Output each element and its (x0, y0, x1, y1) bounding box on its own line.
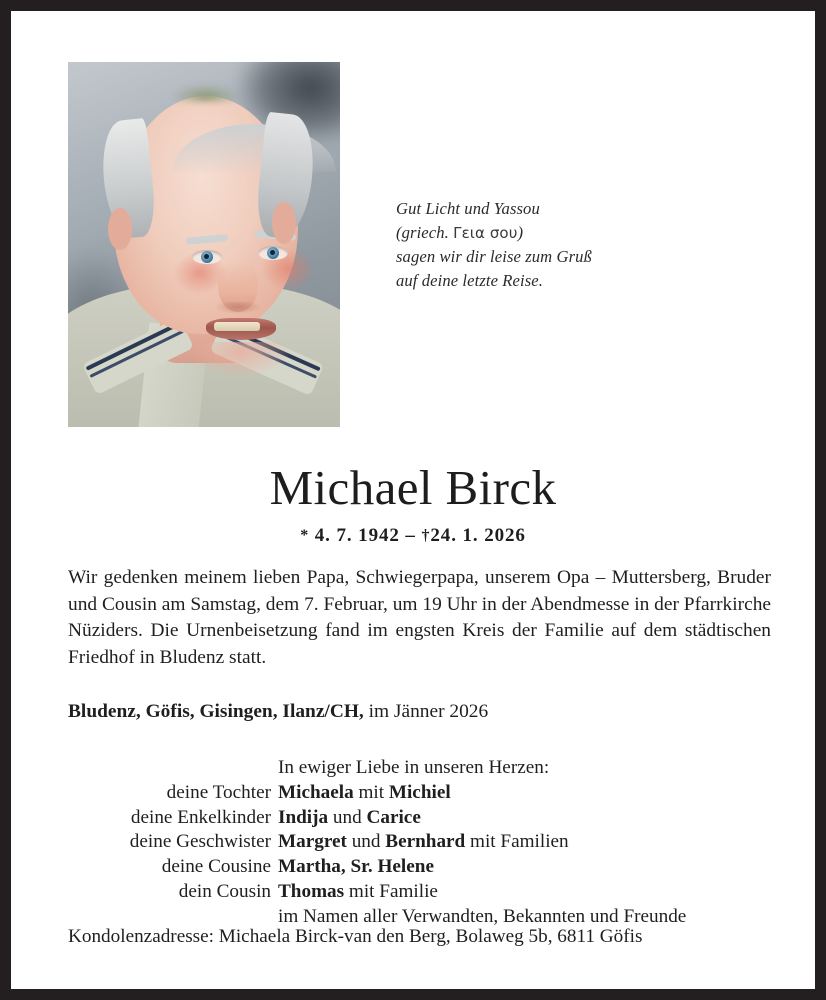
family-names (278, 806, 771, 831)
family-names (278, 880, 771, 905)
life-dates (11, 523, 815, 549)
family-name-secondary: Bernhard (385, 831, 466, 853)
ear-left (108, 208, 132, 250)
condolence-address: Kondolenzadresse: Michaela Birck-van den Berg, Bolaweg 5b, 6811 Göfis (68, 926, 643, 947)
birth-symbol: * (300, 527, 310, 544)
deceased-name: Michael Birck (269, 460, 557, 515)
places-date: im Jänner 2026 (363, 701, 489, 722)
places-line (68, 699, 488, 725)
iris-left (201, 251, 213, 263)
teeth (214, 322, 260, 331)
family-name-primary: Martha, Sr. Helene (278, 856, 434, 878)
family-name-conjunction: und (328, 806, 367, 828)
verse-line-3: sagen wir dir leise zum Gruß (396, 247, 592, 267)
death-date: 24. 1. 2026 (430, 525, 526, 546)
family-relation: deine Tochter (166, 781, 271, 803)
family-heading: In ewiger Liebe in unseren Herzen: (278, 757, 550, 778)
family-name-conjunction: mit (353, 781, 389, 803)
family-row (11, 781, 771, 806)
hair-wisp (172, 84, 240, 102)
family-footer: im Namen aller Verwandten, Bekannten und Freunde (278, 905, 687, 927)
portrait-photo (68, 62, 340, 427)
portrait-photo-image (68, 62, 340, 427)
eye-right (258, 246, 288, 260)
family-names (278, 830, 771, 855)
family-name-primary: Thomas (278, 880, 345, 902)
family-row (11, 855, 771, 880)
notice-inner (11, 11, 815, 989)
verse-line-1: Gut Licht und Yassou (396, 199, 540, 218)
mouth (206, 318, 276, 340)
places-locations: Bludenz, Göfis, Gisingen, Ilanz/CH, (68, 701, 364, 722)
verse-greek-prefix: (griech. (396, 222, 454, 242)
family-relation: deine Enkelkinder (130, 806, 271, 828)
family-names (278, 855, 771, 880)
chin (192, 342, 288, 376)
memorial-verse (396, 197, 746, 292)
family-relation: deine Geschwister (129, 831, 271, 853)
family-name-primary: Michaela (278, 781, 354, 803)
family-name-primary: Indija (278, 806, 329, 828)
family-row (11, 806, 771, 831)
family-name-suffix: mit Familien (465, 831, 569, 853)
verse-greek-text: Γεια σου (453, 223, 518, 242)
family-name-primary: Margret (278, 831, 347, 853)
ear-right (272, 202, 296, 244)
eye-left (192, 250, 222, 264)
death-symbol: † (421, 527, 431, 544)
verse-greek-suffix: ) (517, 222, 524, 242)
eyebrow-left (186, 234, 228, 245)
birth-date: 4. 7. 1942 (314, 525, 400, 546)
family-list (11, 756, 771, 930)
family-name-secondary: Carice (366, 806, 421, 828)
family-relation: dein Cousin (178, 880, 271, 902)
family-name-secondary: Michiel (388, 781, 451, 803)
verse-line-4: auf deine letzte Reise. (396, 270, 543, 290)
family-name-conjunction: und (346, 831, 386, 853)
nose-shadow (214, 302, 262, 314)
family-name-suffix: mit Familie (344, 880, 438, 902)
family-row (11, 880, 771, 905)
memorial-paragraph: Wir gedenken meinem lieben Papa, Schwiegerpapa, unserem Opa – Muttersberg, Bruder und Cousin am Samstag, dem 7. Februar, um 19 Uhr in der Abendmesse in der Pfarrkirche Nüziders. Die Urnenbeisetzung fand im engsten Kreis der Familie auf dem städtischen Friedhof in Bludenz statt. (68, 567, 771, 668)
verse-line-2 (396, 221, 746, 246)
family-names (278, 781, 771, 806)
family-rows-container (11, 781, 771, 905)
family-relation: deine Cousine (161, 856, 271, 878)
family-row (11, 830, 771, 855)
date-separator: – (405, 525, 416, 546)
iris-right (267, 247, 279, 259)
